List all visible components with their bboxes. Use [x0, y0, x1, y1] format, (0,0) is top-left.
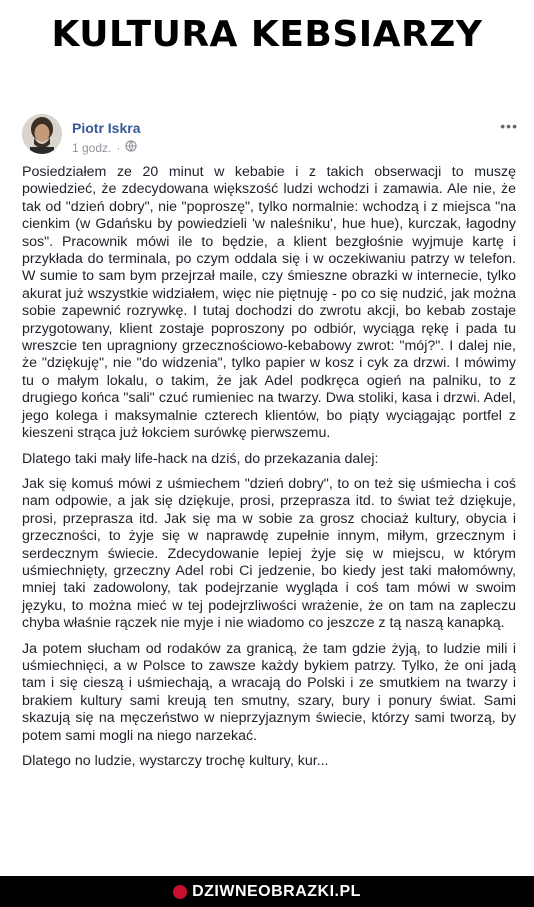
post-paragraph: Posiedziałem ze 20 minut w kebabie i z takich obserwacji to muszę powiedzieć, że zdecydowana większość ludzi wchodzi i zamawia. Ale nie, że tak od "dzień dobry", nie "poproszę", tylko normalnie: wchodzą i z miejsca "na cienkim (w Gdańsku by powiedzieli 'w naleśniku', hue hue), kurczak, łagodny sos". Pracownik mówi ile to będzie, a klient bezgłośnie wyjmuje kartę i przykłada do terminala, po czym oddala się i w oczekiwaniu patrzy w telefon. W sumie to sam bym przejrzał maile, czy śmieszne obrazki w internecie, tylko akurat już wszystkie widziałem, więc nie piętnuję - po co się nudzić, jak można sobie zapewnić rozrywkę. I tutaj dochodzi do zwrotu akcji, bo kebab zostaje przygotowany, klient zostaje poproszony po odbiór, wyciąga rękę i pada tu wreszcie ten upragniony grzecznościowo-kebabowy zwrot: "mój?". I dalej nie, że "dziękuję", nie "do widzenia", tylko papier w kosz i cyk za drzwi. I mówimy tu o małym lokalu, o takim, że jak Adel podkręca ogień na palniku, to z drugiego końca "sali" czuć rumieniec na twarzy. Dwa stoliki, kasa i drzwi. Adel, jego kolega i maksymalnie czterech klientów, bo piąty wyciągając portfel z kieszeni strąca już łokciem surówkę pierwszemu.	[22, 164, 516, 442]
post-paragraph: Ja potem słucham od rodaków za granicą, że tam gdzie żyją, to ludzie mili i uśmiechnięci, a w Polsce to zawsze każdy bykiem patrzy. Tylko, że oni jadą tam i się cieszą i uśmiechają, a wracają do Polski i ze smutkiem na twarzy i brakiem kultury sami kreują ten smutny, szary, bury i ponury świat. Sami skazują się na męczeństwo w nieprzyjaznym świecie, którzy sami tworzą, by potem sami mogli na niego narzekać.	[22, 640, 516, 744]
brand-link[interactable]	[173, 883, 361, 901]
avatar[interactable]	[22, 114, 62, 154]
meme-title: KULTURA KEBSIARZY	[51, 14, 483, 55]
post-paragraph: Dlatego no ludzie, wystarczy trochę kultury, kur...	[22, 753, 329, 769]
avatar-image	[22, 114, 62, 154]
post-time[interactable]: 1 godz.	[72, 140, 112, 155]
footer-bar	[0, 876, 534, 907]
author-name[interactable]: Piotr Iskra	[72, 120, 141, 136]
post-paragraph: Jak się komuś mówi z uśmiechem "dzień dobry", to on też się uśmiecha i coś nam odpowie, a jak się dziękuje, prosi, przeprasza itd. to świat też dziękuje, prosi, przeprasza itd. Jak się ma w sobie za grosz chociaż kultury, obycia i grzeczności, to żyje się w naprawdę zupełnie innym, miłym, grzecznym i serdecznym świecie. Zdecydowanie lepiej żyje się w miejscu, w którym uśmiechnięty, grzeczny Adel robi Ci jedzenie, bo kiedy jest taki małomówny, mniej taki zadowolony, tak podejrzanie wygląda i coś tam mówi w swoim języku, to można mieć w tej podejrzliwości wrażenie, że on tam na zapleczu chyba właśnie rączek nie myje i nie wiadomo co jeszcze z tą naszą kanapką.	[22, 475, 516, 632]
more-options-icon[interactable]: •••	[500, 118, 518, 134]
post-paragraph: Dlatego taki mały life-hack na dziś, do przekazania dalej:	[22, 450, 379, 467]
post-meta	[72, 140, 137, 155]
brand-logo-icon	[173, 885, 187, 899]
brand-name: DZIWNEOBRAZKI.PL	[192, 882, 361, 900]
facebook-post	[12, 108, 524, 778]
globe-icon[interactable]	[125, 140, 137, 155]
post-header	[12, 108, 524, 160]
separator-dot: ·	[116, 140, 121, 155]
post-body	[12, 160, 524, 770]
